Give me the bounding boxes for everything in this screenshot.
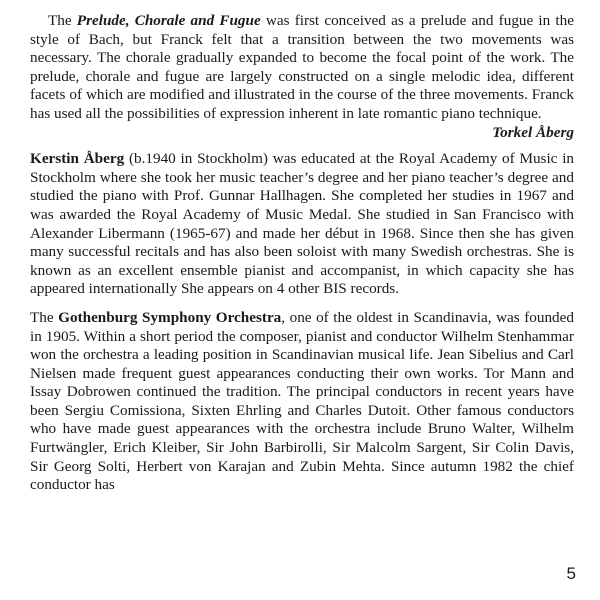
- paragraph-lead: The: [30, 308, 59, 326]
- paragraph-prelude-chorale-fugue: [30, 12, 574, 124]
- author-signature: Torkel Åberg: [492, 123, 574, 141]
- paragraph-body: , one of the oldest in Scandinavia, was founded in 1905. Within a short period the composer, pianist and conductor Wilhelm Stenhammar won the orchestra a leading position in Scandinavian musical life. Jean Sibelius and Carl Nielsen made frequent guest appearances conducting their own works. Tor Mann and Issay Dobrowen continued the tradition. The principal conductors in recent years have been Sergiu Comissiona, Sixten Ehrling and Charles Dutoit. Other famous conductors who have made guest appearances with the orchestra include Bruno Walter, Wilhelm Furtwängler, Erich Kleiber, Sir John Barbirolli, Sir Malcolm Sargent, Sir Colin Davis, Sir Georg Solti, Herbert von Karajan and Zubin Mehta. Since autumn 1982 the chief conductor has: [30, 308, 574, 494]
- paragraph-lead: The: [48, 12, 77, 29]
- paragraph-gothenburg-symphony: [30, 309, 574, 495]
- paragraph-body: was first conceived as a prelude and fugue in the style of Bach, but Franck felt that a transition between the two movements was necessary. The chorale gradually expanded to become the focal point of the work. The prelude, chorale and fugue are largely constructed on a single melodic idea, different facets of which are modified and illustrated in the course of the three movements. Franck has used all the possibilities of expression inherent in late romantic piano technique.: [30, 12, 574, 122]
- work-title: Prelude, Chorale and Fugue: [76, 12, 261, 29]
- page-number: 5: [566, 564, 576, 583]
- paragraph-body: (b.1940 in Stockholm) was educated at the Royal Academy of Music in Stockholm where she took her music teacher’s degree and her piano teacher’s degree and studied the piano with Prof. Gunnar Hallhagen. She completed her studies in 1967 and was awarded the Royal Academy of Music Medal. She studied in San Francisco with Alexander Libermann (1965-67) and made her début in 1968. Since then she has given many successful recitals and has also been soloist with many Swedish orchestras. She is known as an excellent ensemble pianist and accompanist, in which capacity she has appeared internationally She appears on 4 other BIS records.: [30, 150, 575, 298]
- paragraph-kerstin-aberg: [30, 150, 574, 299]
- booklet-page: [30, 12, 574, 495]
- performer-name: Kerstin Åberg: [30, 150, 125, 168]
- orchestra-name: Gothenburg Symphony Orchestra: [58, 308, 282, 326]
